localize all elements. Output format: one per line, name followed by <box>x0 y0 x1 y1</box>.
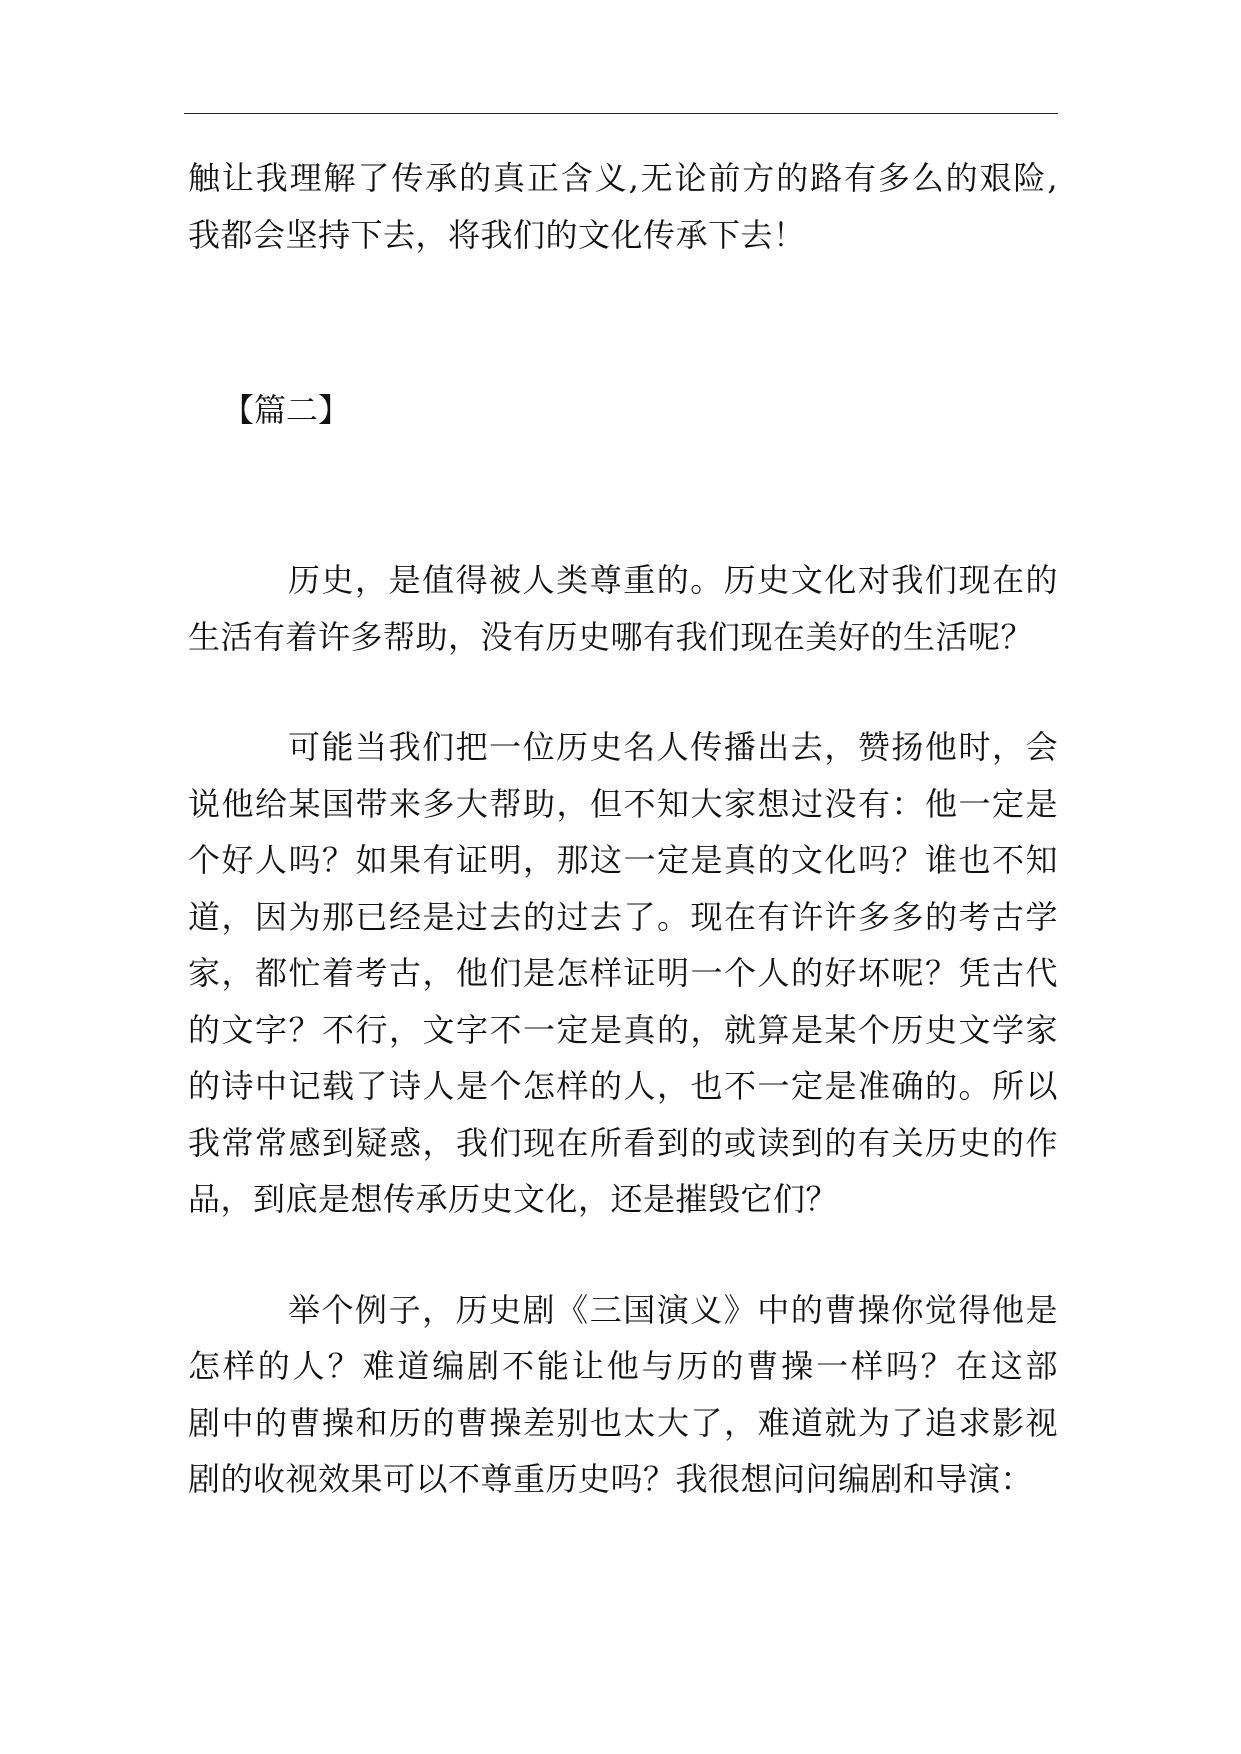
header-rule <box>184 113 1058 114</box>
paragraph-1 <box>188 552 1058 665</box>
paragraph-line: 我常常感到疑惑，我们现在所看到的或读到的有关历史的作 <box>188 1123 1058 1162</box>
paragraph-line: 可能当我们把一位历史名人传播出去，赞扬他时，会 <box>288 728 1058 766</box>
paragraph-line: 说他给某国带来多大帮助，但不知大家想过没有：他一定是 <box>188 784 1058 823</box>
paragraph-2 <box>188 719 1058 1228</box>
paragraph-line: 家，都忙着考古，他们是怎样证明一个人的好坏呢？凭古代 <box>188 954 1058 992</box>
paragraph-line: 生活有着许多帮助，没有历史哪有我们现在美好的生活呢？ <box>188 617 1034 656</box>
paragraph-line: 历史，是值得被人类尊重的。历史文化对我们现在的 <box>288 561 1058 599</box>
paragraph-line: 举个例子，历史剧《三国演义》中的曹操你觉得他是 <box>288 1290 1058 1329</box>
paragraph-line: 的诗中记载了诗人是个怎样的人，也不一定是准确的。所以 <box>188 1067 1058 1105</box>
paragraph-line: 道，因为那已经是过去的过去了。现在有许许多多的考古学 <box>188 897 1058 936</box>
paragraph-line: 的文字？不行，文字不一定是真的，就算是某个历史文学家 <box>188 1010 1058 1049</box>
paragraph-line: 怎样的人？难道编剧不能让他与历的曹操一样吗？在这部 <box>188 1347 1058 1385</box>
paragraph-line: 个好人吗？如果有证明，那这一定是真的文化吗？谁也不知 <box>188 841 1058 879</box>
paragraph-line: 品，到底是想传承历史文化，还是摧毁它们？ <box>188 1180 839 1218</box>
paragraph-line: 剧的收视效果可以不尊重历史吗？我很想问问编剧和导演： <box>188 1460 1034 1498</box>
paragraph-line: 剧中的曹操和历的曹操差别也太大了，难道就为了追求影视 <box>188 1403 1058 1442</box>
document-body <box>188 150 1058 1508</box>
section-title: 【篇二】 <box>222 391 351 429</box>
paragraph-line: 我都会坚持下去，将我们的文化传承下去！ <box>188 215 806 254</box>
paragraph-line: 触让我理解了传承的真正含义,无论前方的路有多么的艰险, <box>188 159 1058 197</box>
paragraph-3 <box>188 1282 1058 1508</box>
continuation-paragraph <box>188 150 1058 263</box>
